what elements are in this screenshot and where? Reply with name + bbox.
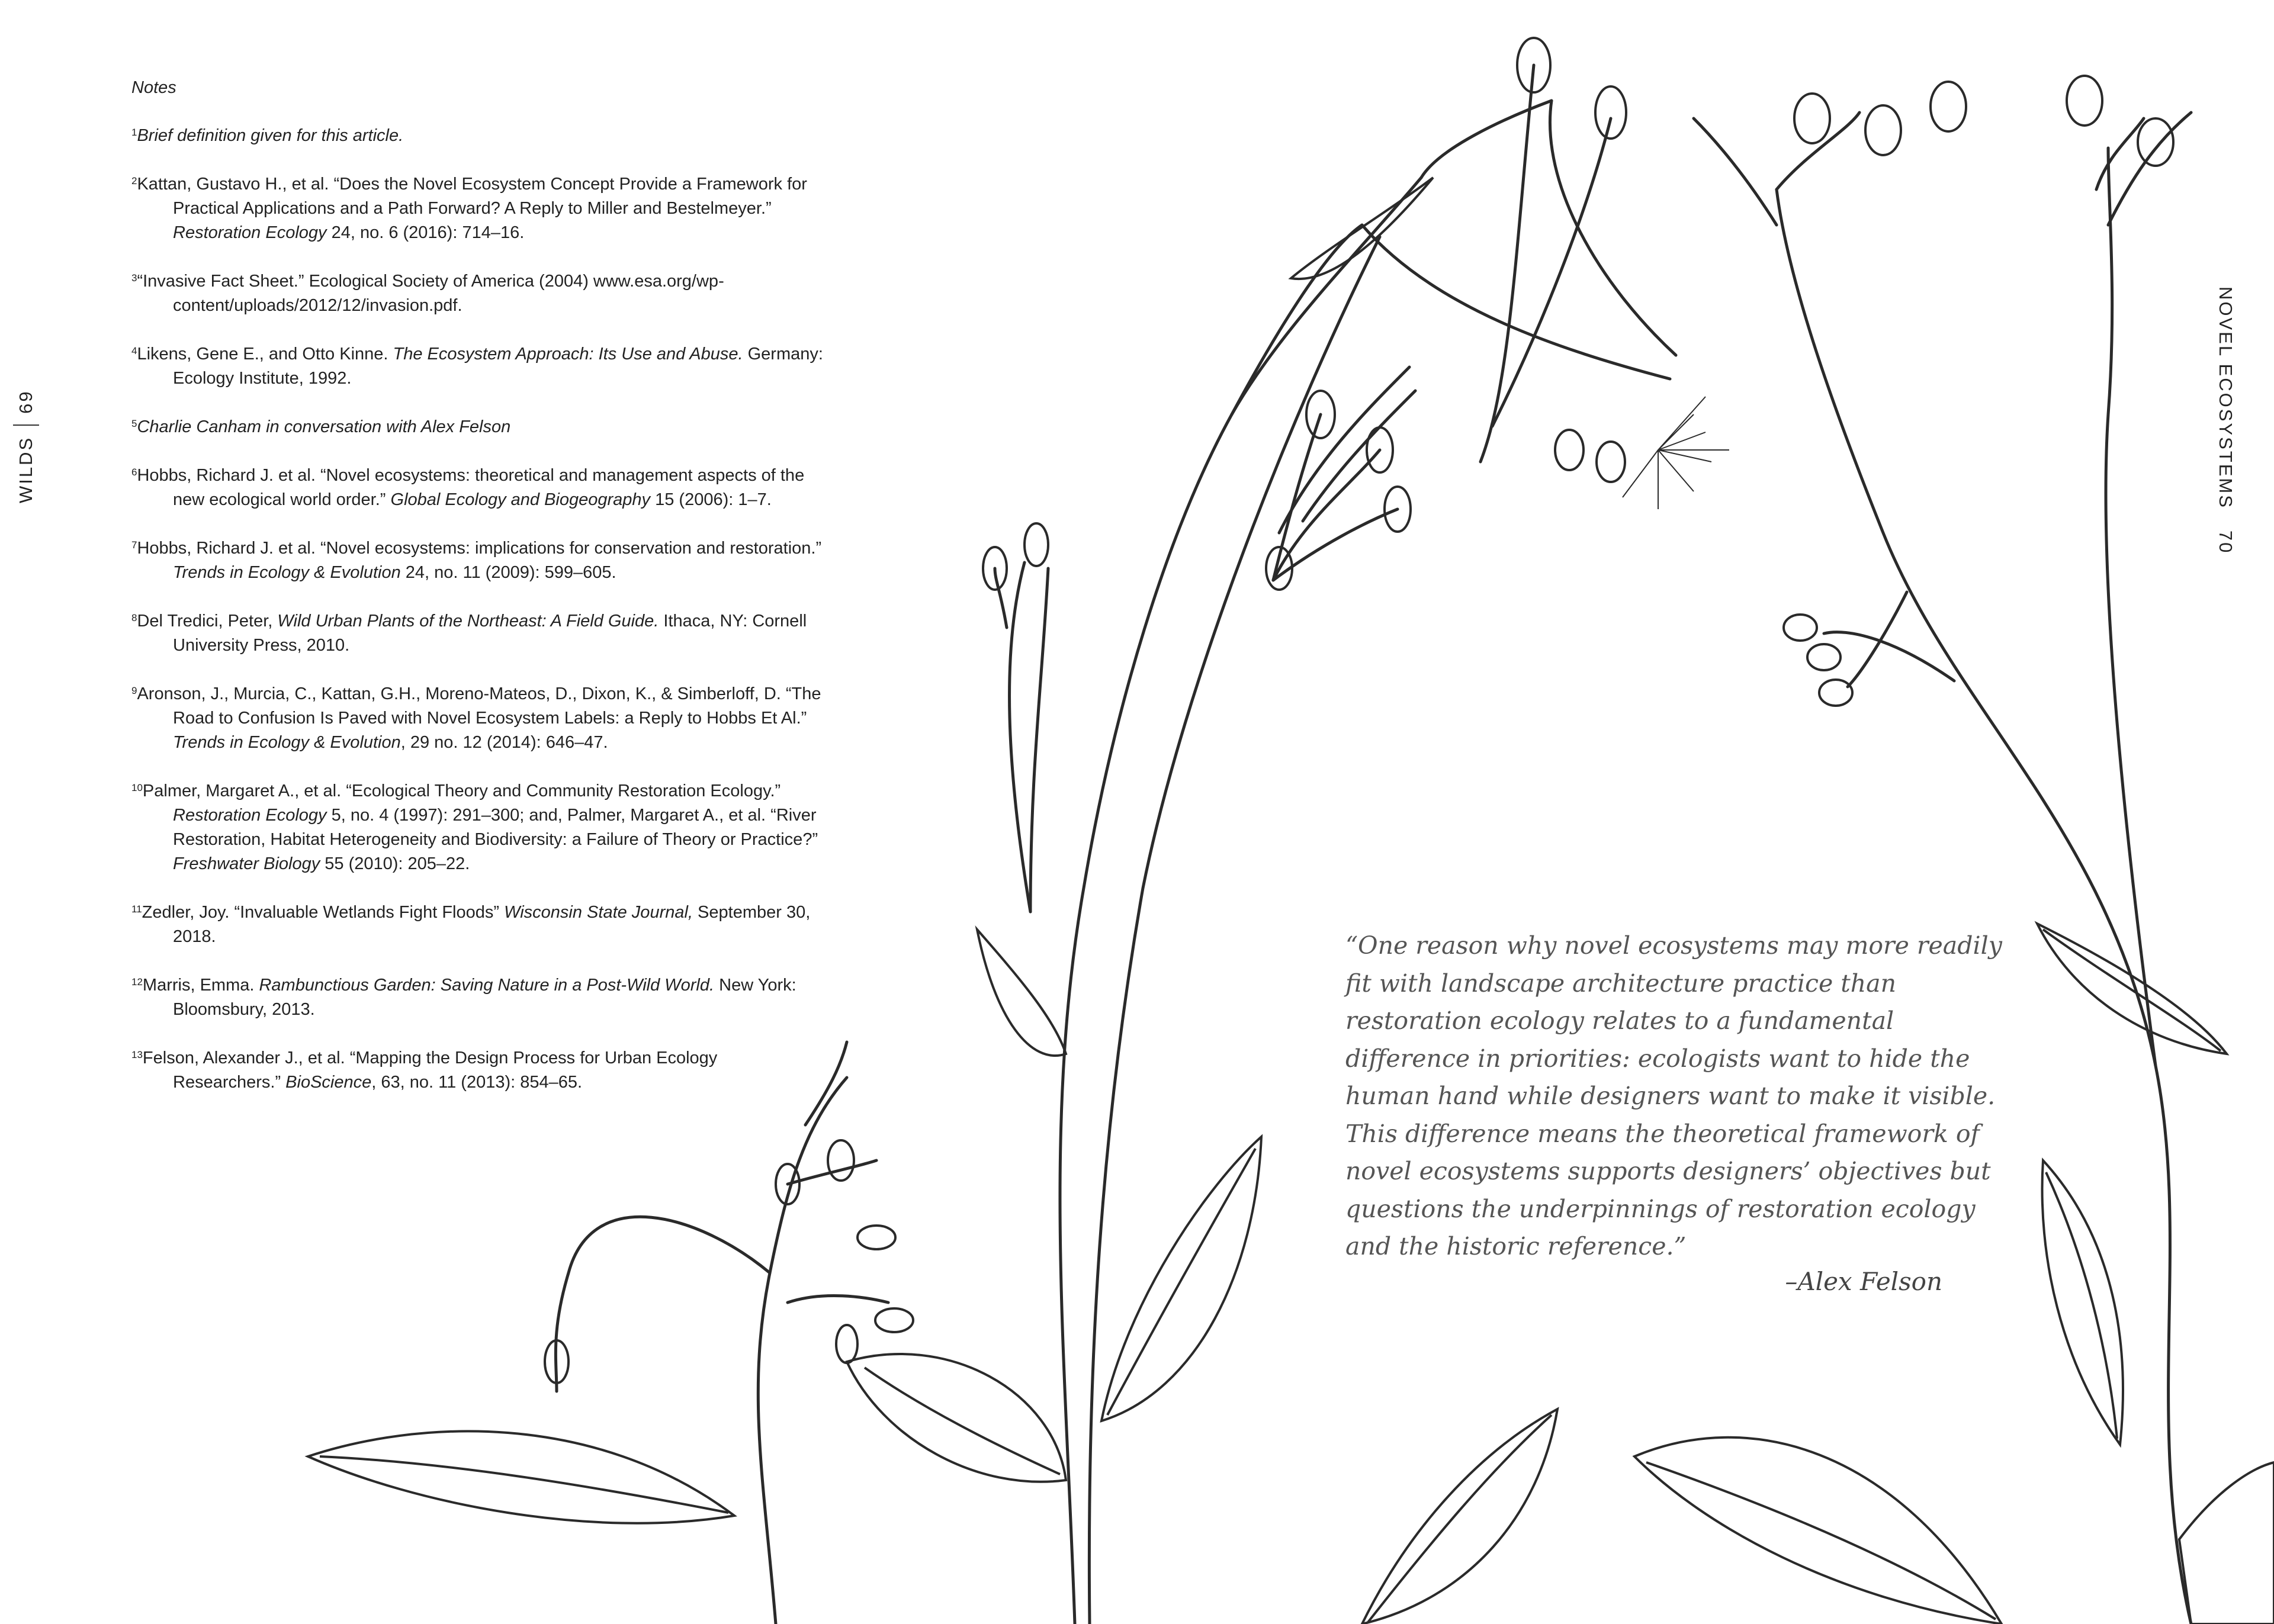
note-text: [131, 172, 824, 245]
note-segment: Aronson, J., Murcia, C., Kattan, G.H., Moreno-Mateos, D., Dixon, K., & Simberloff, D. “The Road to Confusion Is Paved with Novel Ecosystem Labels: a Reply to Hobbs Et Al.”: [137, 684, 821, 728]
publication-name: WILDS: [15, 436, 36, 503]
note-title: Global Ecology and Biogeography: [390, 490, 651, 509]
leaf-arrow-top: [1291, 178, 1433, 279]
note-title: Wisconsin State Journal,: [504, 903, 693, 922]
note-text: [131, 973, 824, 1022]
note-title: Trends in Ecology & Evolution: [173, 733, 401, 752]
note-number: 13: [131, 1049, 143, 1060]
note-item: [131, 172, 824, 245]
note-item: [131, 464, 824, 512]
note-segment: , 29 no. 12 (2014): 646–47.: [400, 733, 608, 752]
note-segment: 15 (2006): 1–7.: [650, 490, 772, 509]
note-number: 3: [131, 272, 137, 284]
leaf-center-upper: [977, 930, 1066, 1056]
note-item: [131, 124, 824, 148]
stem-right: [1777, 189, 2191, 1624]
note-number: 5: [131, 418, 137, 429]
running-head-right: [2212, 287, 2238, 555]
note-text: [131, 1046, 824, 1095]
note-segment: Kattan, Gustavo H., et al. “Does the Novel Ecosystem Concept Provide a Framework for Practical Applications and a Path Forward? A Reply to Miller and Bestelmeyer.”: [137, 175, 807, 218]
note-segment: , 63, no. 11 (2013): 854–65.: [371, 1073, 583, 1092]
note-title: Brief definition given for this article.: [137, 126, 404, 145]
leaf-right-far: [2179, 1462, 2274, 1624]
leaf-right-mid: [2042, 1160, 2123, 1445]
note-item: [131, 269, 824, 318]
note-segment: Germany: Ecology Institute, 1992.: [173, 345, 823, 388]
note-number: 8: [131, 612, 137, 623]
note-segment: New York: Bloomsbury, 2013.: [173, 976, 796, 1019]
note-number: 2: [131, 175, 137, 186]
note-segment: September 30, 2018.: [173, 903, 811, 946]
note-item: [131, 415, 824, 439]
note-text: [131, 415, 824, 439]
note-number: 7: [131, 539, 137, 551]
note-title: Charlie Canham in conversation with Alex Felson: [137, 417, 511, 436]
note-title: The Ecosystem Approach: Its Use and Abuse.: [393, 345, 743, 364]
notes-heading: Notes: [131, 78, 176, 97]
page-number-right: 70: [2215, 530, 2236, 555]
note-segment: Zedler, Joy. “Invaluable Wetlands Fight Floods”: [142, 903, 505, 922]
note-title: Rambunctious Garden: Saving Nature in a Post-Wild World.: [259, 976, 715, 995]
note-segment: 24, no. 6 (2016): 714–16.: [326, 223, 525, 242]
note-number: 9: [131, 685, 137, 696]
note-text: [131, 682, 824, 755]
note-number: 12: [131, 976, 143, 988]
note-segment: Del Tredici, Peter,: [137, 612, 278, 631]
note-text: [131, 269, 824, 318]
note-title: Restoration Ecology: [173, 223, 327, 242]
note-segment: 5, no. 4 (1997): 291–300; and, Palmer, Margaret A., et al. “River Restoration, Habitat Heterogeneity and Biodiversity: a Failure of Theory or Practice?”: [173, 806, 818, 849]
note-text: [131, 901, 824, 949]
note-segment: Palmer, Margaret A., et al. “Ecological Theory and Community Restoration Ecology.”: [142, 782, 781, 800]
note-text: [131, 536, 824, 585]
note-segment: 24, no. 11 (2009): 599–605.: [400, 563, 616, 582]
note-segment: 55 (2010): 205–22.: [320, 854, 470, 873]
divider: [13, 425, 39, 426]
note-item: [131, 536, 824, 585]
note-title: Restoration Ecology: [173, 806, 327, 825]
note-title: BioScience: [285, 1073, 372, 1092]
note-item: [131, 609, 824, 658]
stem-lower-left: [758, 1078, 847, 1624]
note-title: Trends in Ecology & Evolution: [173, 563, 401, 582]
note-text: [131, 124, 824, 148]
stem-central: [1060, 225, 1362, 1624]
note-item: [131, 779, 824, 876]
seed-puff: [1623, 397, 1729, 509]
page-number-left: 69: [15, 390, 36, 414]
note-segment: Hobbs, Richard J. et al. “Novel ecosystems: theoretical and management aspects of the new ecological world order.”: [137, 466, 805, 509]
leaf-right-large: [1634, 1438, 2002, 1624]
notes-section: [131, 76, 824, 1119]
stem-top-left: [1480, 65, 1534, 462]
note-number: 6: [131, 467, 137, 478]
note-number: 1: [131, 127, 137, 138]
note-item: [131, 682, 824, 755]
note-text: [131, 464, 824, 512]
notes-list: [131, 124, 824, 1095]
note-text: [131, 609, 824, 658]
note-number: 10: [131, 782, 143, 793]
running-head-left: [13, 314, 39, 503]
note-segment: Likens, Gene E., and Otto Kinne.: [137, 345, 393, 364]
note-segment: Felson, Alexander J., et al. “Mapping the Design Process for Urban Ecology Researchers.”: [142, 1049, 718, 1092]
quote-attribution: –Alex Felson: [1785, 1267, 1942, 1296]
note-item: [131, 1046, 824, 1095]
note-item: [131, 901, 824, 949]
note-number: 4: [131, 345, 137, 356]
note-segment: Marris, Emma.: [142, 976, 259, 995]
note-item: [131, 342, 824, 391]
section-name: NOVEL ECOSYSTEMS: [2215, 287, 2236, 509]
note-segment: Hobbs, Richard J. et al. “Novel ecosystems: implications for conservation and restoration.”: [137, 539, 822, 558]
note-title: Wild Urban Plants of the Northeast: A Field Guide.: [277, 612, 659, 631]
note-segment: “Invasive Fact Sheet.” Ecological Society of America (2004) www.esa.org/wp-content/uploads/2012/12/invasion.pdf.: [137, 272, 724, 315]
note-text: [131, 342, 824, 391]
note-item: [131, 973, 824, 1022]
note-title: Freshwater Biology: [173, 854, 320, 873]
note-segment: Ithaca, NY: Cornell University Press, 2010.: [173, 612, 807, 655]
pull-quote: “One reason why novel ecosystems may more readily fit with landscape architecture practice than restoration ecology relates to a fundamental difference in priorities: ecologists want to hide the human hand while designers want to make it visible. This difference means the theoretical framework of novel ecosystems supports designers’ objectives but questions the underpinnings of restoration ecology and the historic reference.”: [1345, 931, 2002, 1260]
note-text: [131, 779, 824, 876]
note-number: 11: [131, 903, 142, 915]
